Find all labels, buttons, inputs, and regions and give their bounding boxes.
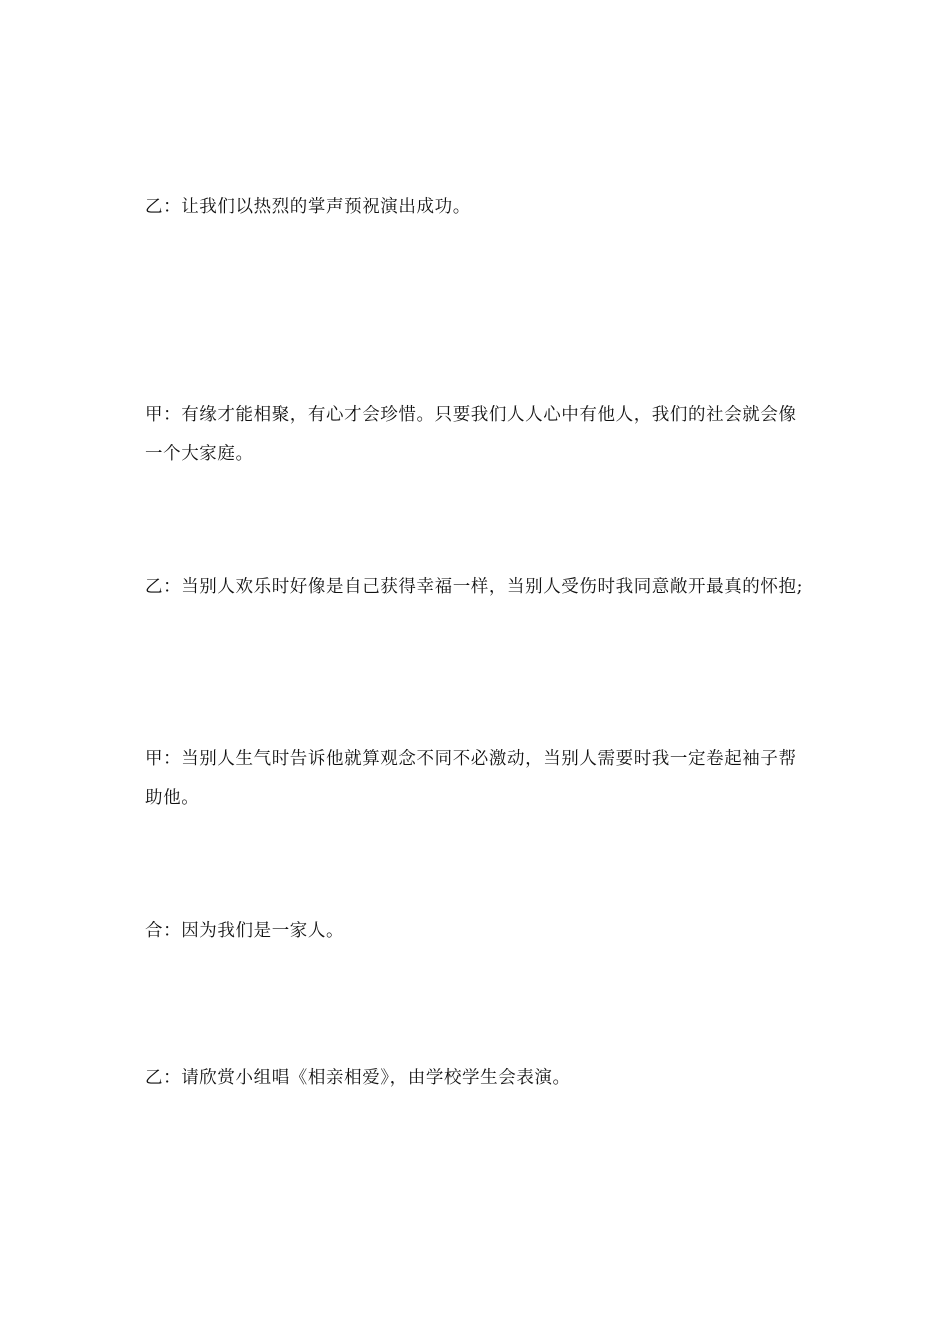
paragraph-1: 乙：让我们以热烈的掌声预祝演出成功。 <box>145 197 471 217</box>
paragraph-4: 甲：当别人生气时告诉他就算观念不同不必激动，当别人需要时我一定卷起袖子帮助他。 <box>145 749 797 808</box>
paragraph-6: 乙：请欣赏小组唱《相亲相爱》，由学校学生会表演。 <box>145 1068 571 1088</box>
paragraph-3: 乙：当别人欢乐时好像是自己获得幸福一样，当别人受伤时我同意敞开最真的怀抱; <box>145 577 804 597</box>
paragraph-2: 甲：有缘才能相聚，有心才会珍惜。只要我们人人心中有他人，我们的社会就会像一个大家庭。 <box>145 405 797 464</box>
paragraph-5: 合：因为我们是一家人。 <box>145 921 345 941</box>
